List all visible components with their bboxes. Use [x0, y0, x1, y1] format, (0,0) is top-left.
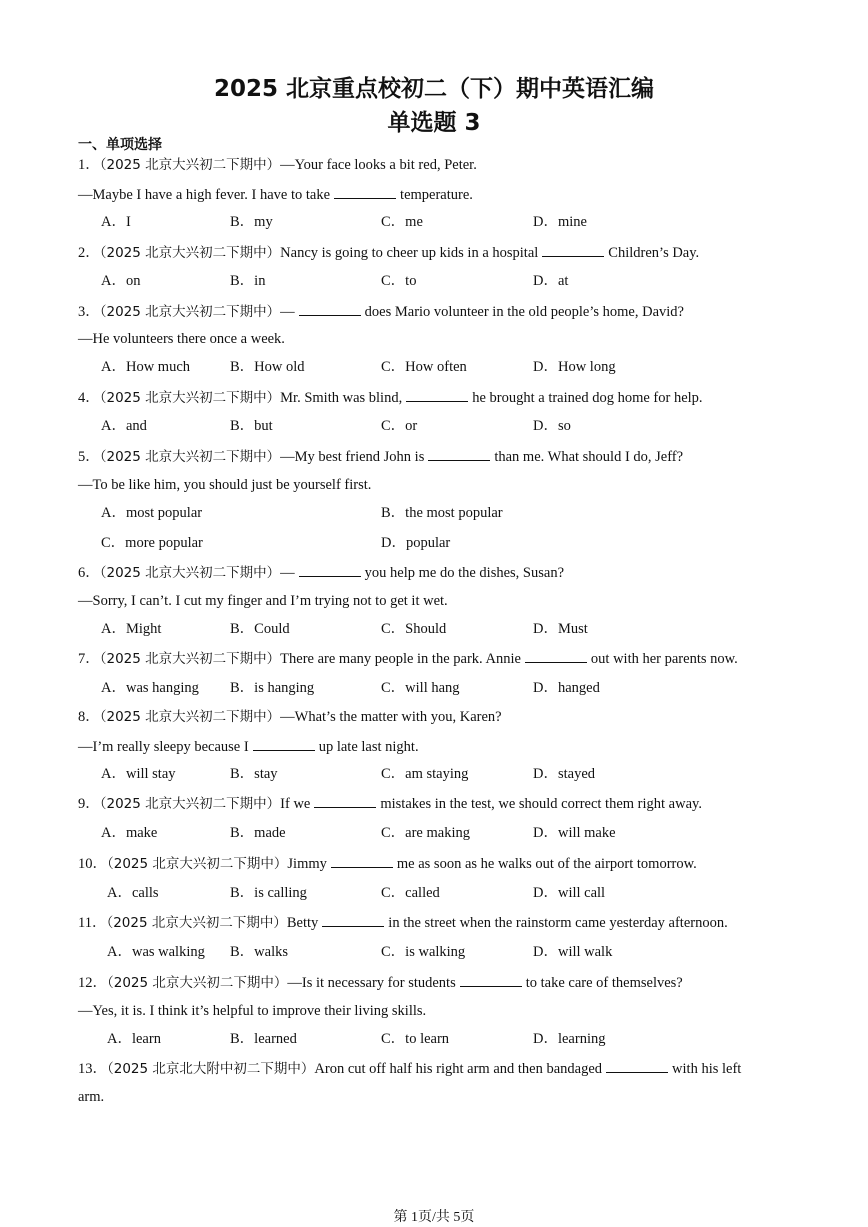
answer-option: B．in	[230, 273, 266, 289]
question-stem	[78, 301, 684, 322]
answer-option: B．made	[230, 825, 286, 841]
question-dialogue-line: —He volunteers there once a week.	[78, 331, 285, 347]
question-number: 1．	[78, 157, 100, 173]
question-dialogue-line	[78, 184, 473, 205]
page-subtitle: 单选题 3	[387, 110, 481, 136]
answer-option: A．calls	[107, 885, 159, 901]
answer-option: B．is hanging	[230, 680, 315, 696]
question-stem	[78, 155, 477, 175]
answer-option: C．or	[381, 418, 418, 434]
answer-option: D．stayed	[533, 766, 596, 782]
answer-option: B．my	[230, 214, 273, 230]
answer-option: D．will call	[533, 885, 606, 901]
answer-blank	[253, 736, 315, 751]
question-text: —Your face looks a bit red, Peter.	[280, 157, 477, 173]
answer-option: C．will hang	[381, 680, 460, 696]
question-text-after-blank: to take care of themselves?	[525, 975, 683, 991]
answer-option: B．learned	[230, 1031, 297, 1047]
answer-option: D．hanged	[533, 680, 600, 696]
answer-option: C．Should	[381, 621, 447, 637]
question-text-after-blank: does Mario volunteer in the old people’s home, David?	[364, 304, 684, 320]
question-text: Aron cut off half his right arm and then bandaged	[314, 1061, 603, 1077]
answer-option: A．was hanging	[101, 680, 199, 696]
question-number: 5．	[78, 449, 100, 465]
answer-option: C．are making	[381, 825, 470, 841]
answer-option: D．popular	[381, 535, 451, 551]
question-text: If we	[280, 796, 311, 812]
dialogue-text-after-blank: up late last night.	[318, 739, 419, 755]
question-dialogue-line: —Yes, it is. I think it’s helpful to improve their living skills.	[78, 1003, 427, 1019]
answer-option: A．on	[101, 273, 141, 289]
answer-option: B．Could	[230, 621, 290, 637]
question-text: Nancy is going to cheer up kids in a hospital	[280, 245, 539, 261]
question-number: 11．	[78, 915, 107, 931]
question-text-after-blank: than me. What should I do, Jeff?	[494, 449, 684, 465]
question-source: （2025 北京大兴初二下期中）	[99, 390, 281, 406]
answer-option: D．Must	[533, 621, 588, 637]
answer-option: C．me	[381, 214, 423, 230]
question-number: 6．	[78, 565, 100, 581]
question-source: （2025 北京大兴初二下期中）	[99, 565, 281, 581]
answer-option: C．more popular	[101, 535, 203, 551]
question-text-after-blank: he brought a trained dog home for help.	[472, 390, 703, 406]
question-text-after-blank: Children’s Day.	[608, 245, 700, 261]
answer-option: A．most popular	[101, 505, 203, 521]
page-title: 2025 北京重点校初二（下）期中英语汇编	[213, 76, 655, 102]
answer-option: C．to learn	[381, 1031, 450, 1047]
answer-option: D．will make	[533, 825, 616, 841]
question-text-after-blank: with his left	[672, 1061, 742, 1077]
answer-option: B．the most popular	[381, 505, 503, 521]
answer-option: D．at	[533, 273, 569, 289]
question-number: 8．	[78, 709, 100, 725]
question-source: （2025 北京大兴初二下期中）	[107, 856, 288, 872]
question-source: （2025 北京大兴初二下期中）	[99, 709, 281, 725]
question-source: （2025 北京大兴初二下期中）	[99, 304, 281, 320]
answer-option: B．but	[230, 418, 273, 434]
answer-option: C．How often	[381, 359, 467, 375]
answer-option: B．How old	[230, 359, 305, 375]
question-dialogue-line	[78, 736, 419, 757]
answer-option: D．will walk	[533, 944, 613, 960]
question-text: Jimmy	[287, 856, 327, 872]
answer-option: A．I	[101, 214, 131, 230]
question-source: （2025 北京大兴初二下期中）	[99, 157, 281, 173]
answer-option: C．called	[381, 885, 440, 901]
question-stem	[78, 793, 702, 814]
question-stem	[78, 972, 683, 993]
answer-option: D．so	[533, 418, 571, 434]
answer-blank	[606, 1058, 668, 1073]
question-source: （2025 北京北大附中初二下期中）	[107, 1061, 315, 1077]
answer-blank	[428, 446, 490, 461]
answer-blank	[525, 648, 587, 663]
dialogue-text: —Maybe I have a high fever. I have to take	[78, 187, 331, 203]
answer-option: C．am staying	[381, 766, 469, 782]
answer-blank	[334, 184, 396, 199]
answer-option: A．and	[101, 418, 147, 434]
question-text: —My best friend John is	[280, 449, 425, 465]
question-text: Mr. Smith was blind,	[280, 390, 403, 406]
question-text-after-blank: in the street when the rainstorm came yesterday afternoon.	[388, 915, 728, 931]
question-text: —	[280, 304, 295, 320]
question-dialogue-line: arm.	[78, 1089, 105, 1105]
question-source: （2025 北京大兴初二下期中）	[99, 651, 281, 667]
question-stem	[78, 648, 738, 669]
question-stem	[78, 562, 564, 583]
answer-option: B．stay	[230, 766, 278, 782]
dialogue-text-after-blank: temperature.	[400, 187, 473, 203]
answer-blank	[460, 972, 522, 987]
question-source: （2025 北京大兴初二下期中）	[107, 975, 288, 991]
question-stem	[78, 242, 699, 263]
question-stem	[78, 912, 728, 933]
question-stem	[78, 853, 697, 874]
answer-blank	[406, 387, 468, 402]
question-source: （2025 北京大兴初二下期中）	[106, 915, 287, 931]
answer-option: A．make	[101, 825, 158, 841]
question-text: There are many people in the park. Annie	[280, 651, 521, 667]
answer-option: C．is walking	[381, 944, 466, 960]
question-text: —	[280, 565, 295, 581]
question-number: 9．	[78, 796, 100, 812]
answer-option: D．learning	[533, 1031, 606, 1047]
question-text-after-blank: out with her parents now.	[590, 651, 738, 667]
answer-blank	[314, 793, 376, 808]
answer-blank	[542, 242, 604, 257]
answer-blank	[299, 301, 361, 316]
question-stem	[78, 707, 502, 727]
question-text: —What’s the matter with you, Karen?	[280, 709, 502, 725]
question-text-after-blank: you help me do the dishes, Susan?	[364, 565, 565, 581]
answer-blank	[299, 562, 361, 577]
answer-option: B．walks	[230, 944, 288, 960]
answer-option: A．learn	[107, 1031, 161, 1047]
question-dialogue-line: —Sorry, I can’t. I cut my finger and I’m trying not to get it wet.	[78, 593, 448, 609]
dialogue-text: —I’m really sleepy because I	[78, 739, 249, 755]
question-text-after-blank: me as soon as he walks out of the airport tomorrow.	[396, 856, 697, 872]
question-number: 2．	[78, 245, 100, 261]
page-footer: 第 1页/共 5页	[393, 1210, 475, 1225]
answer-blank	[331, 853, 393, 868]
answer-option: B．is calling	[230, 885, 307, 901]
question-number: 7．	[78, 651, 100, 667]
question-source: （2025 北京大兴初二下期中）	[99, 796, 281, 812]
question-number: 12．	[78, 975, 107, 991]
question-stem	[78, 387, 703, 408]
answer-option: D．mine	[533, 214, 587, 230]
section-heading: 一、单项选择	[78, 137, 162, 153]
question-dialogue-line: —To be like him, you should just be yourself first.	[78, 477, 372, 493]
question-stem	[78, 446, 683, 467]
answer-option: A．will stay	[101, 766, 176, 782]
question-source: （2025 北京大兴初二下期中）	[99, 245, 281, 261]
question-number: 10．	[78, 856, 107, 872]
question-source: （2025 北京大兴初二下期中）	[99, 449, 281, 465]
question-number: 4．	[78, 390, 100, 406]
question-number: 13．	[78, 1061, 107, 1077]
answer-option: A．Might	[101, 621, 162, 637]
answer-option: C．to	[381, 273, 417, 289]
answer-option: A．How much	[101, 359, 191, 375]
question-number: 3．	[78, 304, 100, 320]
answer-blank	[322, 912, 384, 927]
question-text-after-blank: mistakes in the test, we should correct them right away.	[380, 796, 702, 812]
question-stem	[78, 1058, 741, 1079]
question-text: Betty	[286, 915, 319, 931]
question-text: —Is it necessary for students	[287, 975, 456, 991]
answer-option: D．How long	[533, 359, 616, 375]
answer-option: A．was walking	[107, 944, 205, 960]
